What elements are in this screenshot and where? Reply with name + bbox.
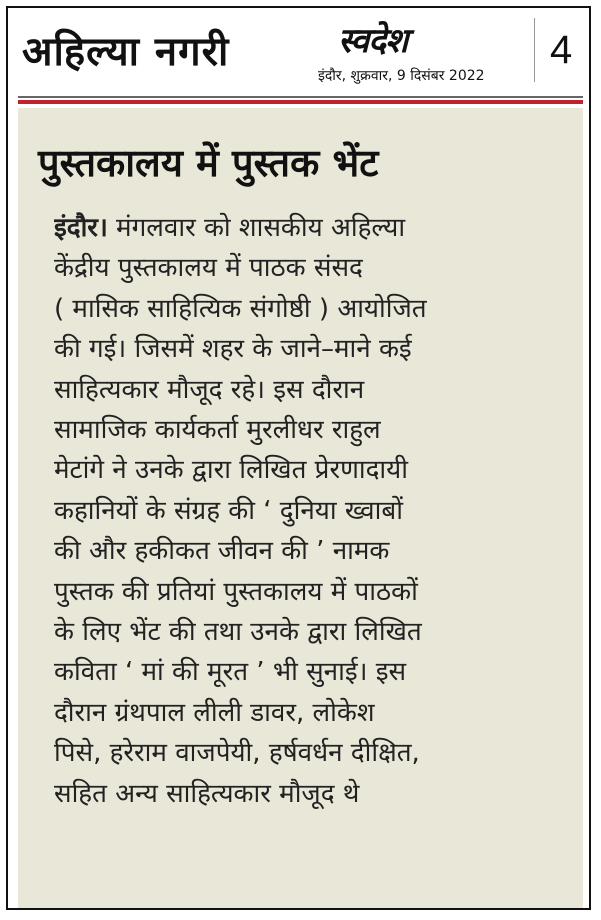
body-line: के लिए भेंट की तथा उनके द्वारा लिखित bbox=[54, 617, 422, 648]
body-line: केंद्रीय पुस्तकालय में पाठक संसद bbox=[54, 253, 363, 284]
masthead-divider bbox=[534, 18, 535, 82]
body-line: मेटांगे ने उनके द्वारा लिखित प्रेरणादायी bbox=[54, 455, 408, 486]
body-line: कहानियों के संग्रह की ‘ दुनिया ख्वाबों bbox=[54, 495, 403, 526]
body-line: की और हकीकत जीवन की ’ नामक bbox=[54, 536, 390, 567]
header-rule bbox=[18, 96, 583, 98]
article-body bbox=[54, 208, 574, 814]
section-title: अहिल्या नगरी bbox=[22, 29, 230, 75]
header-accent-rule bbox=[18, 100, 583, 104]
body-line: पिसे, हरेराम वाजपेयी, हर्षवर्धन दीक्षित, bbox=[54, 738, 420, 769]
body-line: साहित्यकार मौजूद रहे। इस दौरान bbox=[54, 374, 365, 405]
body-line: कविता ‘ मां की मूरत ’ भी सुनाई। इस bbox=[54, 657, 407, 688]
body-line-1 bbox=[54, 208, 574, 248]
body-line: सहित अन्य साहित्यकार मौजूद थे bbox=[54, 778, 360, 809]
body-line: पुस्तक की प्रतियां पुस्तकालय में पाठकों bbox=[54, 576, 418, 607]
body-line: की गई। जिसमें शहर के जाने–माने कई bbox=[54, 334, 412, 365]
newspaper-logo: स्वदेश bbox=[338, 21, 408, 61]
body-line: दौरान ग्रंथपाल लीली डावर, लोकेश bbox=[54, 697, 375, 728]
body-line-text: मंगलवार को शासकीय अहिल्या bbox=[107, 213, 406, 243]
edition-dateline: इंदौर, शुक्रवार, 9 दिसंबर 2022 bbox=[318, 68, 485, 84]
masthead bbox=[0, 0, 601, 100]
page-number: 4 bbox=[550, 28, 573, 72]
body-line: सामाजिक कार्यकर्ता मुरलीधर राहुल bbox=[54, 415, 381, 446]
body-line: ( मासिक साहित्यिक संगोष्ठी ) आयोजित bbox=[54, 293, 427, 324]
article-dateline: इंदौर। bbox=[54, 213, 108, 243]
article-headline: पुस्तकालय में पुस्तक भेंट bbox=[38, 141, 379, 185]
